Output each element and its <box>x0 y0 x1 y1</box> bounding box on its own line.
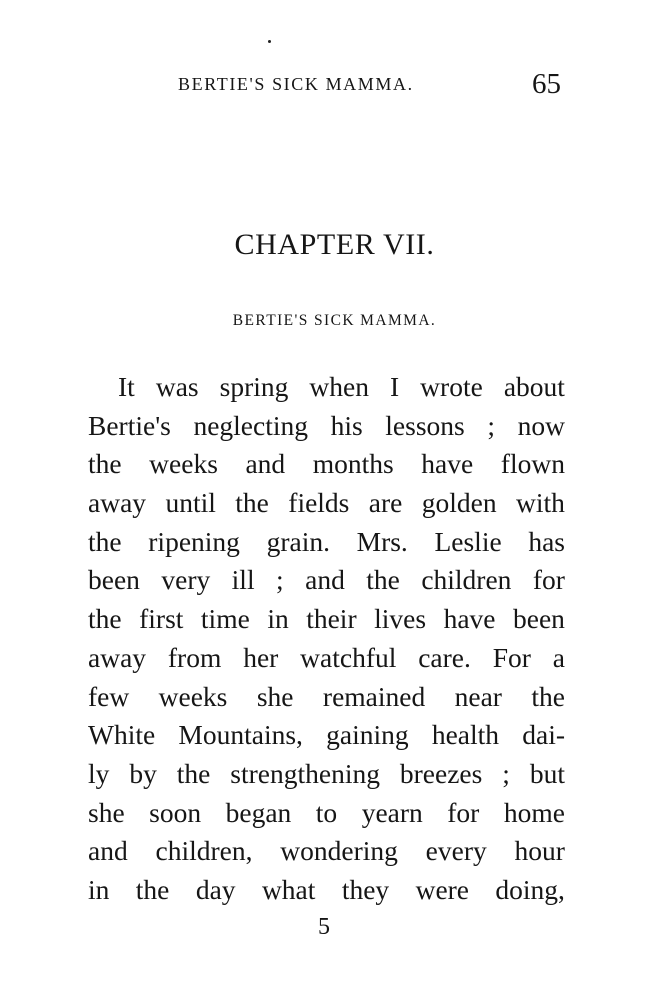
text-line <box>88 484 565 523</box>
word: by <box>129 757 157 789</box>
word: she <box>256 680 294 712</box>
word: about <box>503 371 565 402</box>
word: grain. <box>266 525 330 557</box>
word: and <box>305 564 345 596</box>
word: been <box>88 564 140 596</box>
word: have <box>421 448 474 480</box>
word: his <box>330 409 363 441</box>
word: away <box>88 487 147 519</box>
text-line <box>88 832 565 871</box>
word: day <box>195 873 236 905</box>
word: when <box>309 371 369 402</box>
word: fields <box>288 487 350 519</box>
word: It <box>118 371 135 402</box>
text-line <box>88 639 565 678</box>
word: children, <box>155 835 253 867</box>
body-paragraph <box>88 368 565 910</box>
word: ; <box>487 409 495 441</box>
word: her <box>243 641 279 673</box>
word: golden <box>421 487 497 519</box>
word: near <box>454 680 502 712</box>
text-line <box>88 755 565 794</box>
text-line <box>88 716 565 755</box>
word: wondering <box>280 835 398 867</box>
word: in <box>267 603 289 635</box>
word: remained <box>322 680 426 712</box>
word: ill <box>231 564 255 596</box>
word: the <box>88 448 122 480</box>
word: the <box>176 757 211 789</box>
word: and <box>245 448 286 480</box>
word: flown <box>500 448 565 480</box>
word: watchful <box>300 641 397 673</box>
word: health <box>431 719 500 751</box>
word: White <box>88 719 156 751</box>
word: I <box>389 371 400 402</box>
word: Mrs. <box>356 525 408 557</box>
word: weeks <box>158 680 228 712</box>
word: the <box>235 487 269 519</box>
word: every <box>425 835 487 867</box>
word: are <box>368 487 403 519</box>
word: for <box>532 564 565 596</box>
page-number: 65 <box>532 68 561 100</box>
word: soon <box>149 796 202 828</box>
word: the <box>88 525 122 557</box>
word: was <box>155 371 199 402</box>
word: months <box>312 448 394 480</box>
word: dai- <box>522 719 565 751</box>
word: strengthening <box>230 757 380 789</box>
word: wrote <box>420 371 483 402</box>
word: spring <box>219 371 289 402</box>
word: yearn <box>361 796 423 828</box>
text-line <box>88 794 565 833</box>
word: to <box>315 796 338 828</box>
text-line <box>88 445 565 484</box>
word: the <box>366 564 400 596</box>
word: she <box>88 796 125 828</box>
word: Leslie <box>434 525 502 557</box>
word: doing, <box>495 873 565 905</box>
word: lessons <box>385 409 465 441</box>
word: ripening <box>148 525 240 557</box>
word: Bertie's <box>88 409 171 441</box>
word: but <box>529 757 565 789</box>
word: neglecting <box>193 409 308 441</box>
word: the <box>531 680 565 712</box>
word: ly <box>88 757 110 789</box>
word: ; <box>276 564 284 596</box>
word: the <box>88 603 122 635</box>
word: and <box>88 835 128 867</box>
running-head: BERTIE'S SICK MAMMA. <box>178 74 414 94</box>
word: weeks <box>149 448 218 480</box>
signature-mark: 5 <box>318 914 330 940</box>
word: were <box>415 873 470 905</box>
word: with <box>516 487 565 519</box>
chapter-title: CHAPTER VII. <box>234 228 435 261</box>
word: time <box>200 603 250 635</box>
word: children <box>421 564 512 596</box>
word: until <box>165 487 216 519</box>
word: what <box>261 873 316 905</box>
word: hour <box>514 835 565 867</box>
word: home <box>503 796 565 828</box>
text-line <box>88 523 565 562</box>
word: now <box>517 409 565 441</box>
word: their <box>306 603 357 635</box>
word: began <box>225 796 292 828</box>
word: gaining <box>326 719 409 751</box>
word: a <box>552 641 565 673</box>
word: Mountains, <box>178 719 303 751</box>
word: breezes <box>399 757 483 789</box>
word: first <box>139 603 184 635</box>
word: ; <box>502 757 510 789</box>
word: For <box>492 641 531 673</box>
word: care. <box>418 641 471 673</box>
word: the <box>135 873 170 905</box>
text-line <box>88 871 565 910</box>
chapter-subtitle: BERTIE'S SICK MAMMA. <box>232 312 437 329</box>
word: for <box>447 796 480 828</box>
word: in <box>88 873 110 905</box>
word: they <box>341 873 390 905</box>
word: few <box>88 680 130 712</box>
word: away <box>88 641 147 673</box>
word: very <box>161 564 211 596</box>
text-line <box>88 368 565 407</box>
word: from <box>167 641 222 673</box>
word: lives <box>374 603 427 635</box>
word: has <box>528 525 565 557</box>
text-line <box>88 407 565 446</box>
word: have <box>443 603 496 635</box>
text-line <box>88 678 565 717</box>
text-line <box>88 600 565 639</box>
print-speck <box>268 40 271 43</box>
word: been <box>512 603 565 635</box>
text-line <box>88 561 565 600</box>
